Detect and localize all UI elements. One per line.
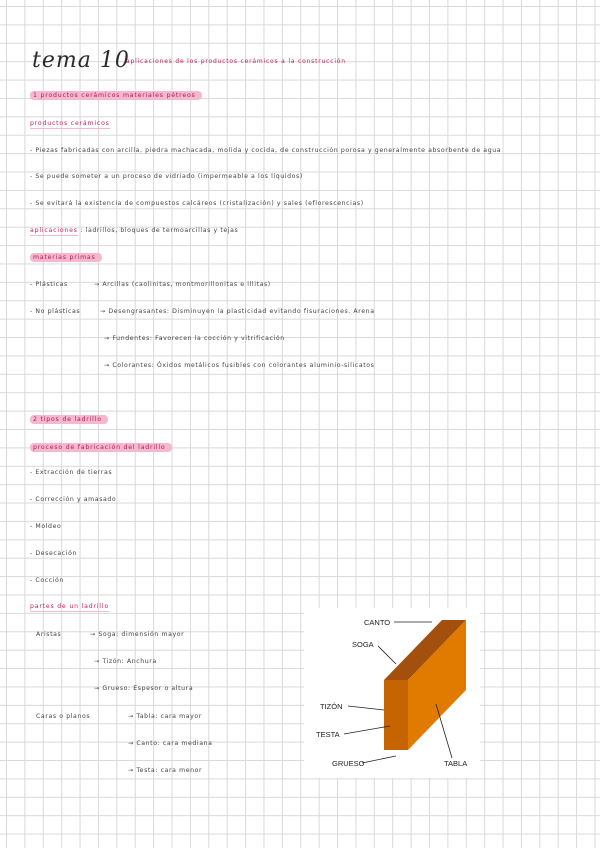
label-tizon: TIZÓN bbox=[320, 702, 343, 711]
label-testa: TESTA bbox=[316, 730, 340, 739]
applications-text: : ladrillos, bloques de termoarcillas y tejas bbox=[80, 227, 239, 234]
process-step-3: - Moldeo bbox=[30, 523, 62, 530]
process-step-4: - Desecación bbox=[30, 550, 78, 557]
applications-label: aplicaciones bbox=[30, 227, 78, 234]
ceramics-line-1: - Piezas fabricadas con arcilla, piedra machacada, molida y cocida, de construcción porosa y generalmente absorbente de agua bbox=[30, 147, 502, 154]
applications-row bbox=[30, 227, 238, 234]
nonplastic-item-3: → Colorantes: Óxidos metálicos fusibles con colorantes aluminio-silicatos bbox=[104, 362, 375, 369]
label-tabla: TABLA bbox=[444, 759, 468, 768]
page-title: tema 10 bbox=[32, 48, 130, 73]
ceramics-line-2: - Se puede someter a un proceso de vidriado (impermeable a los líquidos) bbox=[30, 173, 303, 180]
caras-item-2: → Canto: cara mediana bbox=[128, 740, 213, 747]
nonplastic-item-1: → Desengrasantes: Disminuyen la plasticidad evitando fisuraciones. Arena bbox=[100, 308, 375, 315]
label-canto: CANTO bbox=[364, 618, 391, 627]
aristas-label: Aristas bbox=[36, 631, 62, 638]
nonplastic-label: - No plásticas bbox=[30, 308, 81, 315]
caras-item-1: → Tabla: cara mayor bbox=[128, 713, 202, 720]
brick-diagram bbox=[304, 608, 480, 778]
brick-svg bbox=[304, 608, 480, 778]
plastic-text: → Arcillas (caolinitas, montmorillonitas e illitas) bbox=[94, 281, 271, 288]
section2-heading: 2 tipos de ladrillo bbox=[30, 415, 108, 424]
process-heading: proceso de fabricación del ladrillo bbox=[30, 443, 172, 452]
aristas-item-1: → Soga: dimensión mayor bbox=[90, 631, 185, 638]
plastic-label: - Plásticas bbox=[30, 281, 68, 288]
nonplastic-item-2: → Fundentes: Favorecen la cocción y vitrificación bbox=[104, 335, 285, 342]
raw-materials-heading: materias primas bbox=[30, 253, 102, 262]
aristas-item-2: → Tizón: Anchura bbox=[94, 658, 157, 665]
process-step-1: - Extracción de tierras bbox=[30, 469, 113, 476]
caras-item-3: → Testa: cara menor bbox=[128, 767, 203, 774]
caras-label: Caras o planos bbox=[36, 713, 91, 720]
page-subtitle: aplicaciones de los productos cerámicos a la construcción bbox=[126, 58, 346, 65]
ceramics-subheading: productos cerámicos bbox=[30, 120, 110, 127]
process-step-5: - Cocción bbox=[30, 577, 64, 584]
label-grueso: GRUESO bbox=[332, 759, 365, 768]
ceramics-line-3: - Se evitará la existencia de compuestos calcáreos (cristalización) y sales (eflorescencias) bbox=[30, 200, 364, 207]
aristas-item-3: → Grueso: Espesor o altura bbox=[94, 685, 194, 692]
process-step-2: - Corrección y amasado bbox=[30, 496, 117, 503]
label-soga: SOGA bbox=[352, 640, 374, 649]
parts-heading: partes de un ladrillo bbox=[30, 603, 109, 610]
section1-heading: 1 productos cerámicos materiales pétreos bbox=[30, 91, 202, 100]
brick-front-face bbox=[384, 680, 408, 750]
